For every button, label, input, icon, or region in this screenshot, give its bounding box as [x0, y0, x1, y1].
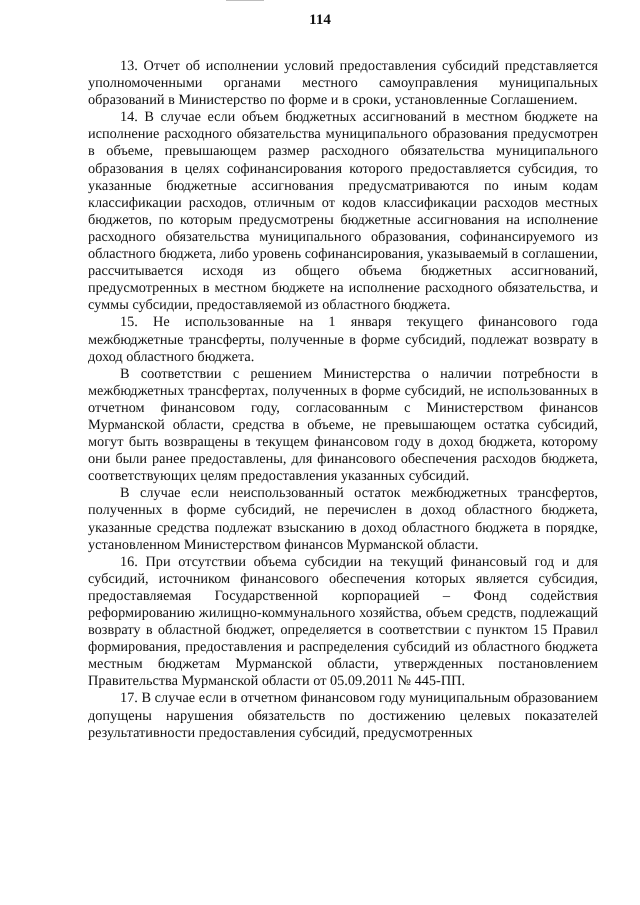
paragraph-14-budget-allocations: 14. В случае если объем бюджетных ассигнований в местном бюджете на исполнение расходного обязательства муниципального образования предусмотрен в объеме, превышающем размер расходного обязательства муниципального образования в целях софинансирования которого предоставляется субсидия, то указанные бюджетные ассигнования предусматриваются по иным кодам классификации расходов, отличным от кодов классификации расходов местных бюджетов, по которым предусмотрены бюджетные ассигнования на исполнение расходного обязательства муниципального образования, софинансируемого из областного бюджета, либо уровень софинансирования, указываемый в соглашении, рассчитывается исходя из общего объема бюджетных ассигнований, предусмотренных в местном бюджете на исполнение расходного обязательства, и суммы субсидии, предоставляемой из областного бюджета.	[88, 109, 598, 314]
paragraph-unused-balance-recovery: В случае если неиспользованный остаток межбюджетных трансфертов, полученных в форме субсидий, не перечислен в доход областного бюджета, указанные средства подлежат взысканию в доход областного бюджета в порядке, установленном Министерством финансов Мурманской области.	[88, 485, 598, 553]
document-body	[88, 58, 598, 742]
page-number: 114	[309, 12, 331, 28]
paragraph-ministry-decision: В соответствии с решением Министерства о наличии потребности в межбюджетных трансфертах, полученных в форме субсидий, не использованных в отчетном финансовом году, согласованным с Министерством финансов Мурманской области, средства в объеме, не превышающем остатка субсидий, могут быть возвращены в текущем финансовом году в доход бюджета, которому они были ранее предоставлены, для финансового обеспечения расходов бюджета, соответствующих целям предоставления указанных субсидий.	[88, 365, 598, 485]
paragraph-13-report: 13. Отчет об исполнении условий предоставления субсидий представляется уполномоченными органами местного самоуправления муниципальных образований в Министерство по форме и в сроки, установленные Соглашением.	[88, 58, 598, 109]
paragraph-15-unused-transfers: 15. Не использованные на 1 января текущего финансового года межбюджетные трансферты, полученные в форме субсидий, подлежат возврату в доход областного бюджета.	[88, 314, 598, 365]
paragraph-17-violations: 17. В случае если в отчетном финансовом году муниципальным образованием допущены нарушения обязательств по достижению целевых показателей результативности предоставления субсидий, предусмотренных	[88, 690, 598, 741]
scan-edge-mark	[226, 0, 264, 1]
paragraph-16-absence-of-subsidy: 16. При отсутствии объема субсидии на текущий финансовый год и для субсидий, источником финансового обеспечения которых является субсидия, предоставляемая Государственной корпорацией – Фонд содействия реформированию жилищно-коммунального хозяйства, объем средств, подлежащий возврату в областной бюджет, определяется в соответствии с пунктом 15 Правил формирования, предоставления и распределения субсидий из областного бюджета местным бюджетам Мурманской области, утвержденных постановлением Правительства Мурманской области от 05.09.2011 № 445-ПП.	[88, 553, 598, 690]
